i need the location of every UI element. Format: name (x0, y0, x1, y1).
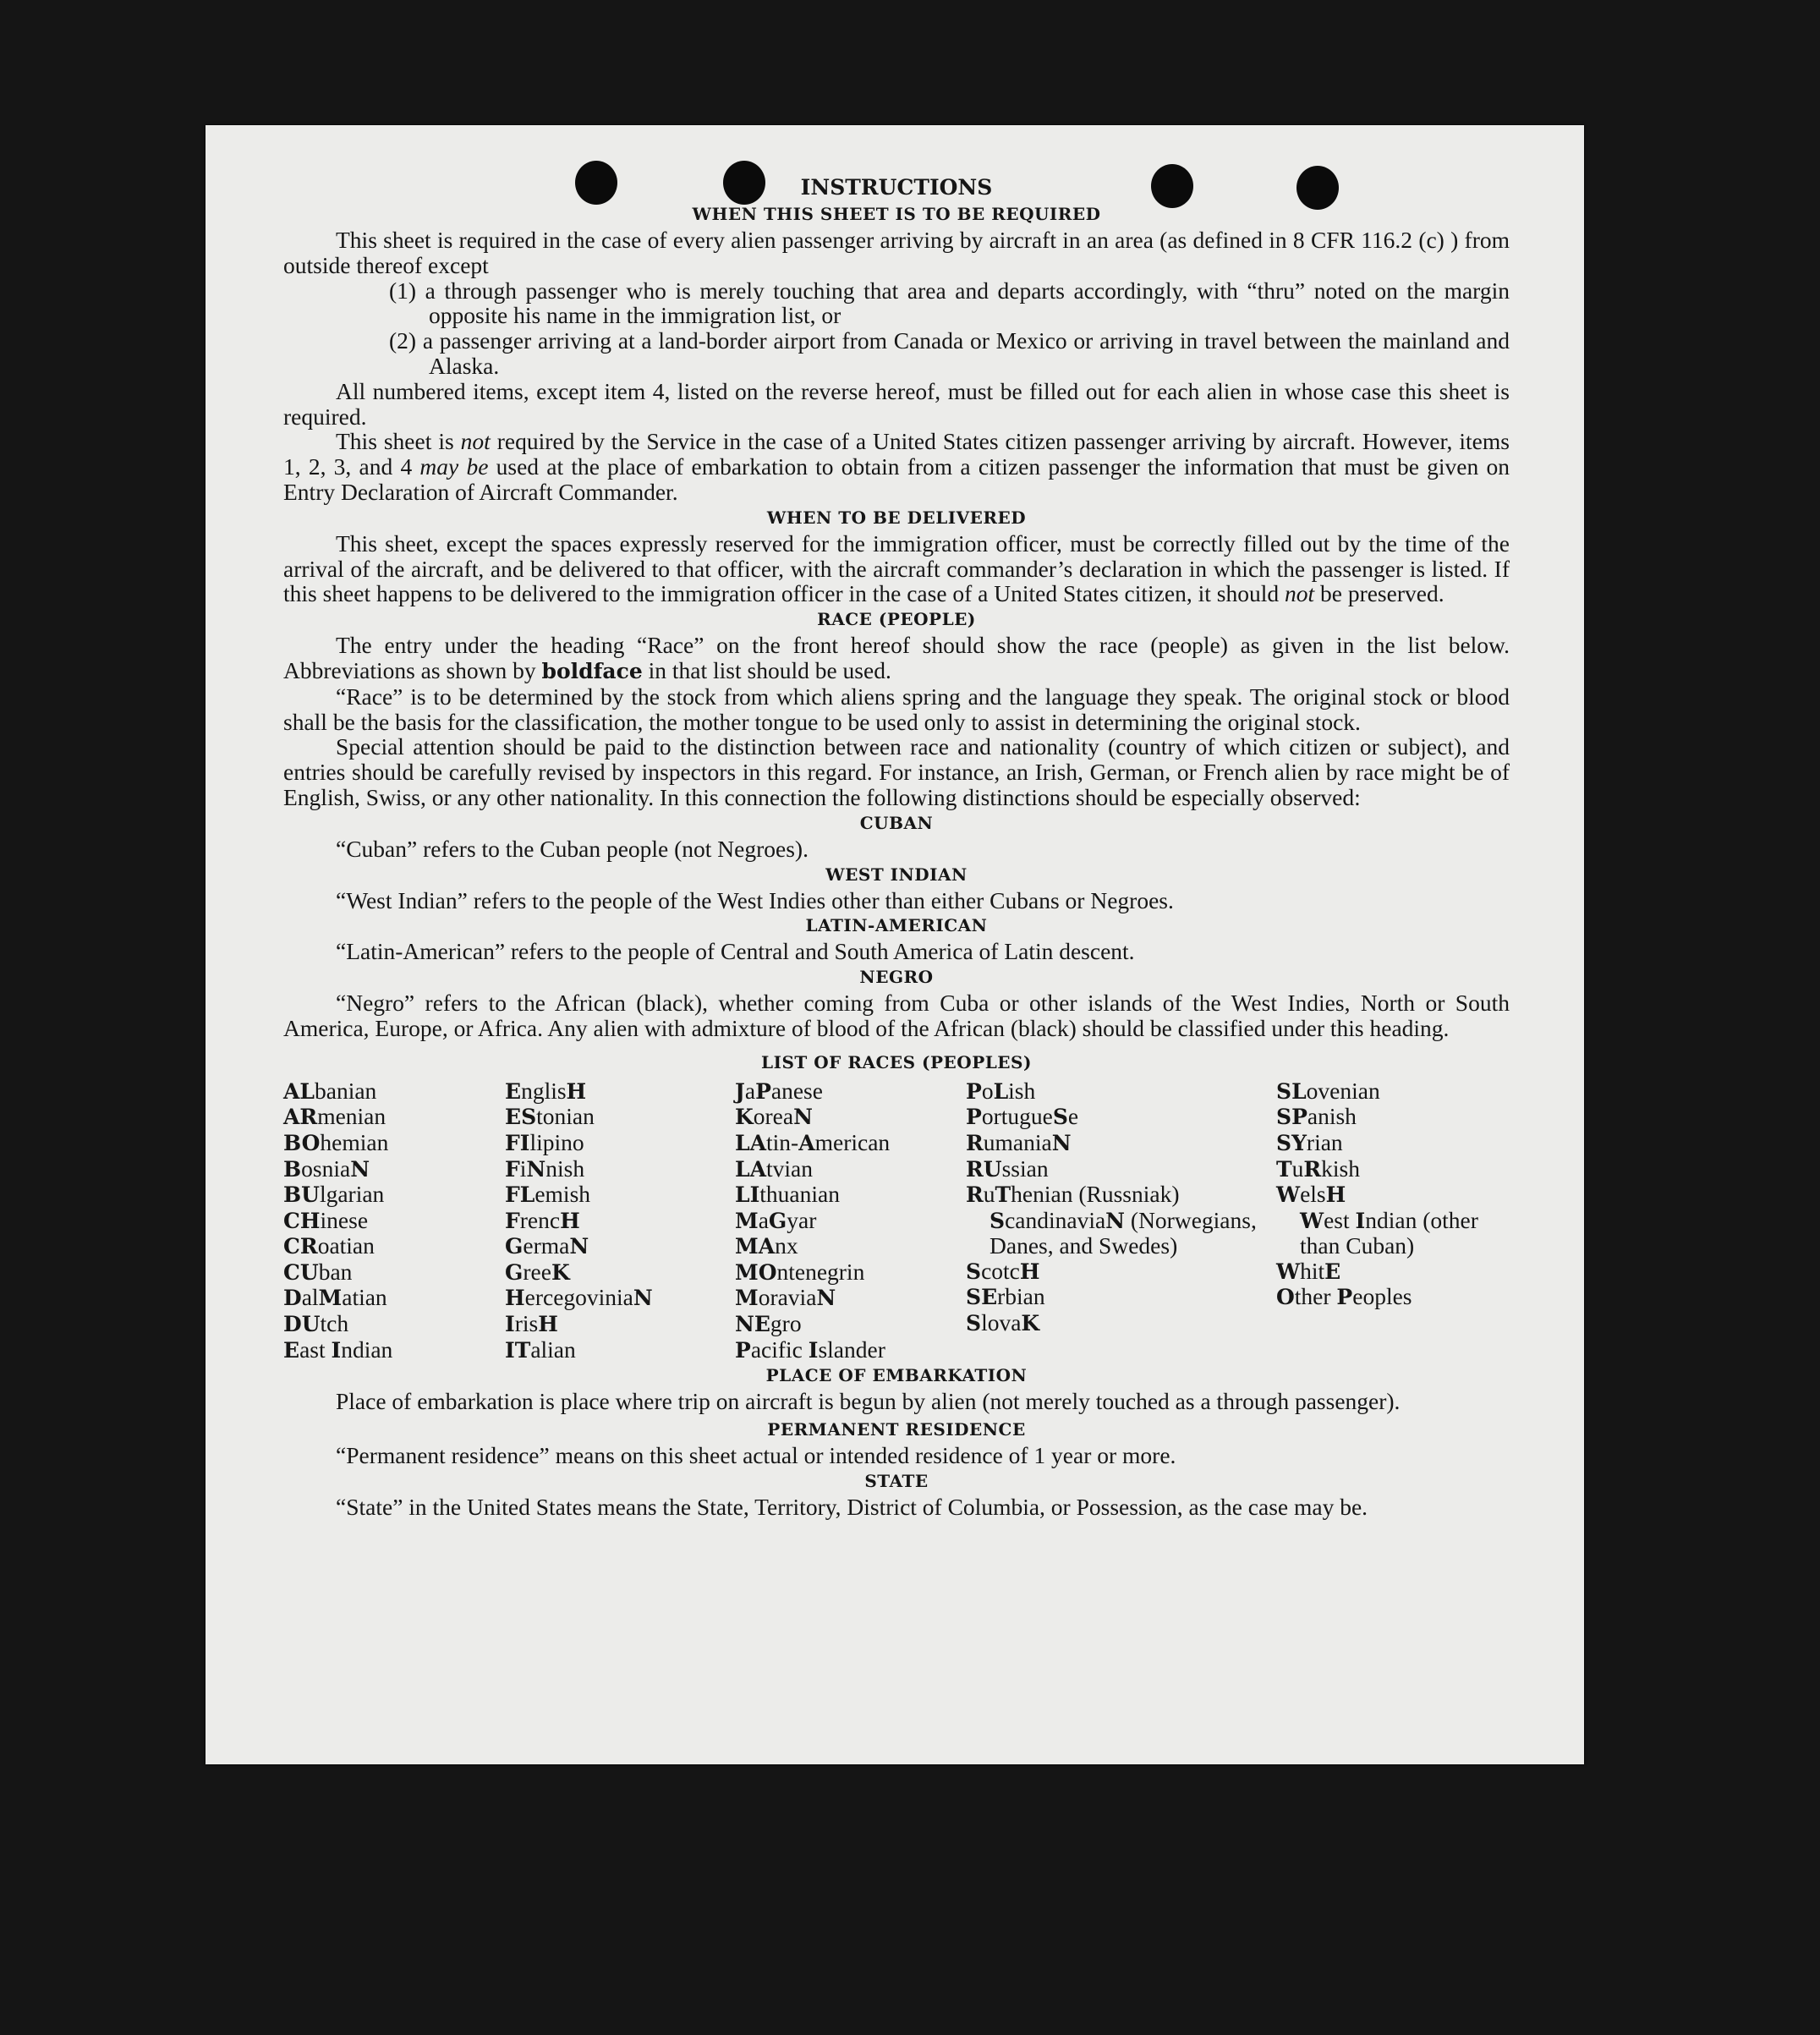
race-entry: ScandinaviaN (Norwegians, Danes, and Swedes) (989, 1206, 1257, 1259)
document-page (206, 125, 1584, 1764)
race-entry: WelsH (1276, 1181, 1346, 1208)
race-entry: PoLish (966, 1077, 1036, 1104)
race-entry: GermaN (505, 1232, 589, 1259)
race-entry: LAtin-American (735, 1128, 891, 1155)
race-entry: MoraviaN (735, 1284, 836, 1311)
race-entry: EStonian (505, 1103, 595, 1130)
race-entry: KoreaN (735, 1103, 813, 1130)
section-heading: WHEN TO BE DELIVERED (766, 507, 1027, 528)
race-entry: FIlipino (505, 1128, 584, 1155)
race-entry: SYrian (1276, 1128, 1343, 1155)
section-heading: NEGRO (859, 967, 934, 988)
race-entry: RumaniaN (966, 1128, 1072, 1155)
race-entry: MaGyar (735, 1206, 817, 1233)
race-entry: BUlgarian (283, 1181, 385, 1208)
list-item: (1) a through passenger who is merely touching that area and departs accordingly, with “thru” noted on the margin opposite his name in the immigration list, or (389, 277, 1510, 329)
race-entry: ALbanian (283, 1077, 377, 1104)
race-entry: LIthuanian (735, 1181, 840, 1208)
races-column (283, 1078, 505, 1363)
race-entry: BosniaN (283, 1155, 370, 1182)
paragraph: All numbered items, except item 4, listed on the reverse hereof, must be filled out for each alien in whose case this sheet is required. (283, 377, 1510, 430)
race-entry: Pacific Islander (735, 1336, 885, 1363)
race-entry: NEgro (735, 1310, 802, 1337)
race-entry: FrencH (505, 1206, 580, 1233)
section-heading: STATE (864, 1470, 929, 1491)
race-entry: LAtvian (735, 1155, 813, 1182)
race-entry: CHinese (283, 1206, 369, 1233)
paragraph: This sheet is not required by the Service in the case of a United States citizen passenger arriving by aircraft. However, items 1, 2, 3, and 4 may be used at the place of embarkation to obtain from a citizen passenger the information that must be given on Entry Declaration of Aircraft Commander. (283, 428, 1510, 505)
race-entry: SPanish (1276, 1103, 1357, 1130)
race-entry: GreeK (505, 1258, 570, 1285)
paragraph: “Cuban” refers to the Cuban people (not Negroes). (336, 835, 809, 862)
race-entry: PortugueSe (966, 1103, 1079, 1130)
race-entry: SLovenian (1276, 1077, 1380, 1104)
race-entry: MOntenegrin (735, 1258, 865, 1285)
page-title: INSTRUCTIONS (800, 175, 993, 200)
race-entry: Other Peoples (1276, 1283, 1412, 1310)
race-entry: FLemish (505, 1181, 591, 1208)
races-column (966, 1078, 1276, 1363)
races-column (1276, 1078, 1510, 1363)
race-entry: DUtch (283, 1310, 349, 1337)
section-heading: PLACE OF EMBARKATION (765, 1365, 1028, 1386)
race-entry: WhitE (1276, 1257, 1341, 1284)
race-entry: ITalian (505, 1336, 576, 1363)
race-entry: EnglisH (505, 1077, 587, 1104)
race-entry: IrisH (505, 1310, 558, 1337)
paragraph: This sheet, except the spaces expressly reserved for the immigration officer, must be correctly filled out by the time of the arrival of the aircraft, and be delivered to that officer, with the aircraft commander’s declaration in which the passenger is listed. If this sheet happens to be delivered to the immigration officer in the case of a United States citizen, it should not be preserved. (283, 529, 1510, 607)
race-entry: SlovaK (966, 1309, 1040, 1336)
section-heading: LATIN-AMERICAN (805, 915, 988, 936)
section-heading: PERMANENT RESIDENCE (767, 1419, 1026, 1440)
paragraph: Place of embarkation is place where trip on aircraft is begun by alien (not merely touched as a through passenger). (336, 1388, 1401, 1415)
races-list (283, 1078, 1510, 1363)
paragraph: This sheet is required in the case of every alien passenger arriving by aircraft in an area (as defined in 8 CFR 116.2 (c) ) from outside thereof except (283, 227, 1510, 278)
paragraph: The entry under the heading “Race” on the front hereof should show the race (people) as given in the list below. Abbreviations as shown by boldface in that list should be used. (283, 632, 1510, 683)
race-entry: MAnx (735, 1232, 798, 1259)
paragraph: “Permanent residence” means on this sheet actual or intended residence of 1 year or more. (336, 1442, 1176, 1469)
paragraph: “Latin-American” refers to the people of Central and South America of Latin descent. (336, 938, 1135, 965)
race-entry: TuRkish (1276, 1155, 1360, 1182)
race-entry: FiNnish (505, 1155, 585, 1182)
paragraph: “West Indian” refers to the people of the West Indies other than either Cubans or Negroes. (336, 886, 1174, 913)
section-heading: LIST OF RACES (PEOPLES) (761, 1051, 1032, 1072)
race-entry: ScotcH (966, 1257, 1040, 1284)
races-column (735, 1078, 966, 1363)
race-entry: West Indian (other than Cuban) (1300, 1206, 1478, 1259)
race-entry: CRoatian (283, 1232, 375, 1259)
instructions-body (283, 174, 1510, 1520)
section-heading: WHEN THIS SHEET IS TO BE REQUIRED (692, 204, 1101, 224)
section-heading: RACE (PEOPLE) (817, 609, 976, 630)
race-entry: ARmenian (283, 1103, 386, 1130)
race-entry: SErbian (966, 1283, 1045, 1310)
race-entry: RuThenian (Russniak) (966, 1181, 1180, 1208)
race-entry: HercegoviniaN (505, 1284, 653, 1311)
race-entry: CUban (283, 1258, 353, 1285)
section-heading: CUBAN (859, 812, 934, 833)
race-entry: JaPanese (735, 1077, 823, 1104)
race-entry: East Indian (283, 1336, 393, 1363)
section-heading: WEST INDIAN (825, 864, 968, 885)
paragraph: Special attention should be paid to the distinction between race and nationality (country of which citizen or subject), and entries should be carefully revised by inspectors in this regard. For instance, an Irish, German, or French alien by race might be of English, Swiss, or any other nationality. In this connection the following distinctions should be especially observed: (283, 733, 1510, 810)
paragraph: “Race” is to be determined by the stock from which aliens spring and the language they speak. The original stock or blood shall be the basis for the classification, the mother tongue to be used only to assist in determining the original stock. (283, 683, 1510, 735)
paragraph: “Negro” refers to the African (black), whether coming from Cuba or other islands of the West Indies, North or South America, Europe, or Africa. Any alien with admixture of blood of the African (black) should be classified under this heading. (283, 990, 1510, 1041)
race-entry: BOhemian (283, 1128, 389, 1155)
race-entry: RUssian (966, 1155, 1049, 1182)
list-item: (2) a passenger arriving at a land-border airport from Canada or Mexico or arriving in travel between the mainland and Alaska. (389, 327, 1510, 379)
paragraph: “State” in the United States means the State, Territory, District of Columbia, or Possession, as the case may be. (336, 1493, 1368, 1520)
race-entry: DalMatian (283, 1284, 387, 1311)
races-column (505, 1078, 735, 1363)
